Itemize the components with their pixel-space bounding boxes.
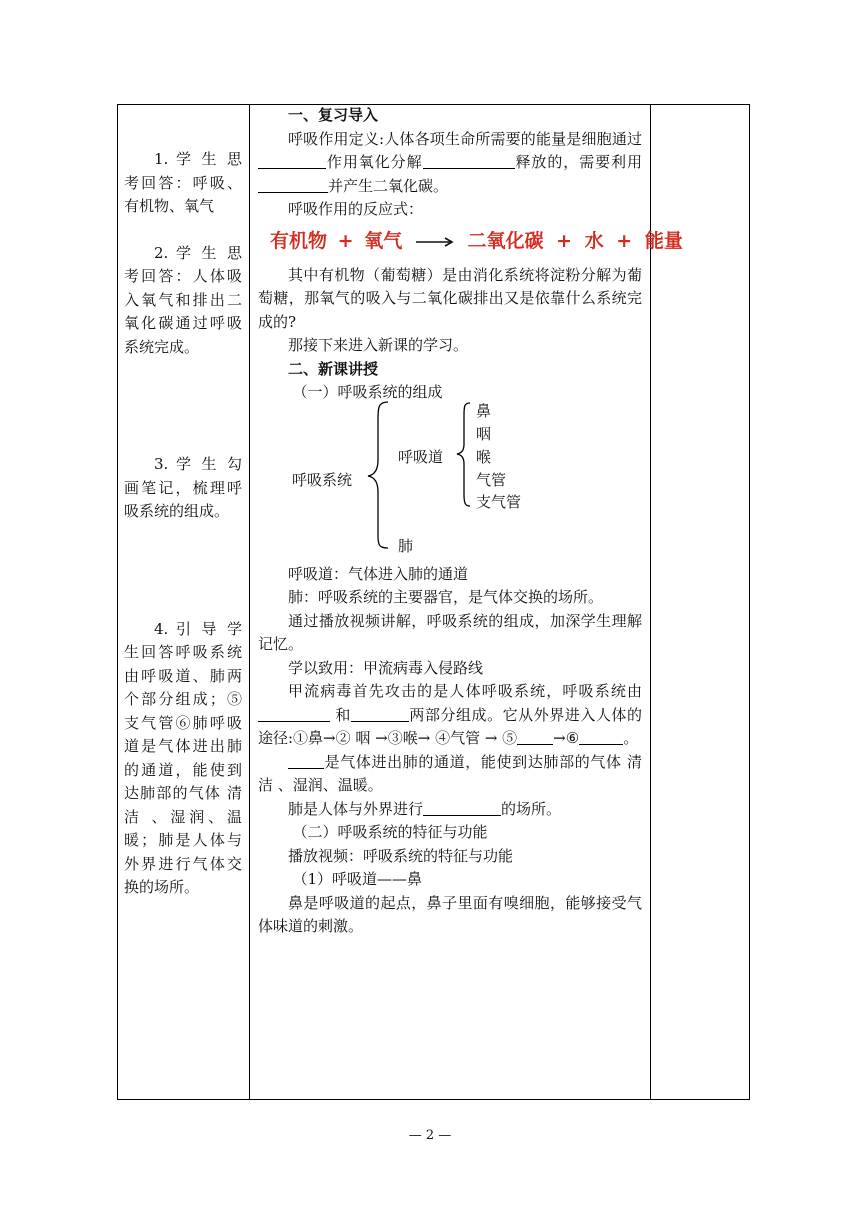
transition-paragraph: 那接下来进入新课的学习。 xyxy=(288,336,469,354)
equation-energy: 能量 xyxy=(644,230,683,252)
respiratory-system-tree xyxy=(258,398,638,556)
column-divider-right xyxy=(650,104,651,1100)
virus-route-paragraph: 甲流病毒首先攻击的是人体呼吸系统，呼吸系统由 和 两部分组成。它从外界进入人体的途径:①鼻→② 咽 →③喉→ ④气管 → ⑤ →⑥ 。 xyxy=(258,682,642,747)
tree-leaf-larynx: 喉 xyxy=(476,448,492,466)
respiration-definition: 呼吸作用定义:人体各项生命所需要的能量是细胞通过作用氧化分解 释放的，需要利用并产生二氧化碳。 xyxy=(258,128,642,199)
equation-label: 呼吸作用的反应式： xyxy=(288,200,424,218)
equation-oxygen: 氧气 xyxy=(364,230,403,252)
page-number: — 2 — xyxy=(408,1128,452,1143)
big-brace-icon xyxy=(364,400,394,550)
tree-leaf-pharynx: 咽 xyxy=(476,425,492,443)
section-review-heading: 一、复习导入 xyxy=(288,106,379,124)
intro-paragraph: 其中有机物（葡萄糖）是由消化系统将淀粉分解为葡萄糖，那氧气的吸入与二氧化碳排出又是依靠什么系统完成的? xyxy=(258,265,642,331)
subsection-composition: （一）呼吸系统的组成 xyxy=(292,383,443,401)
nose-paragraph: 鼻是呼吸道的起点，鼻子里面有嗅细胞，能够接受气体味道的刺激。 xyxy=(258,893,642,935)
subsection-nose: （1）呼吸道——鼻 xyxy=(292,870,423,888)
tree-branch-airway: 呼吸道 xyxy=(398,448,444,466)
video-explanation: 通过播放视频讲解，呼吸系统的组成，加深学生理解记忆。 xyxy=(258,611,642,653)
respiration-equation xyxy=(270,226,683,258)
tree-root: 呼吸系统 xyxy=(292,471,353,489)
equation-water: 水 xyxy=(584,230,604,252)
lung-definition: 肺：呼吸系统的主要器官，是气体交换的场所。 xyxy=(288,588,604,606)
student-note-2: 2. 学 生 思考回答：人体吸入氧气和排出二氧化碳通过呼吸系统完成。 xyxy=(124,243,242,356)
video-features: 播放视频：呼吸系统的特征与功能 xyxy=(288,846,514,865)
tree-leaf-bronchi: 支气管 xyxy=(476,493,522,511)
small-brace-icon xyxy=(454,402,474,508)
apply-title: 学以致用：甲流病毒入侵路线 xyxy=(288,658,484,677)
reaction-arrow-icon xyxy=(415,235,455,249)
equation-plus-1: + xyxy=(337,230,354,252)
equation-plus-3: + xyxy=(616,230,633,252)
equation-organic-matter: 有机物 xyxy=(270,230,328,252)
tree-branch-lung: 肺 xyxy=(398,537,414,555)
student-activity-column xyxy=(124,148,242,923)
airway-definition: 呼吸道：气体进入肺的通道 xyxy=(288,564,469,583)
airway-function-paragraph: 是气体进出肺的通道，能使到达肺部的气体 清洁 、湿润、温暖。 xyxy=(258,752,642,794)
student-note-4: 4. 引 导 学生回答呼吸系统由呼吸道、肺两个部分组成；⑤支气管⑥肺呼吸道是气体进出肺的通道，能使到达肺部的气体 清洁 、湿润、温暖；肺是人体与外界进行气体交换的场所。 xyxy=(124,619,242,896)
student-note-3: 3. 学 生 勾画笔记，梳理呼吸系统的组成。 xyxy=(124,455,242,520)
tree-leaf-trachea: 气管 xyxy=(476,471,507,489)
equation-co2: 二氧化碳 xyxy=(467,230,544,252)
subsection-features: （二）呼吸系统的特征与功能 xyxy=(292,823,488,841)
section-new-lesson-heading: 二、新课讲授 xyxy=(288,359,379,378)
student-note-1: 1. 学 生 思考回答：呼吸、有机物、氧气 xyxy=(124,150,242,215)
tree-leaf-nose: 鼻 xyxy=(476,402,492,420)
column-divider-left xyxy=(249,104,250,1100)
lung-function-paragraph: 肺是人体与外界进行 的场所。 xyxy=(288,799,562,818)
equation-plus-2: + xyxy=(556,230,573,252)
